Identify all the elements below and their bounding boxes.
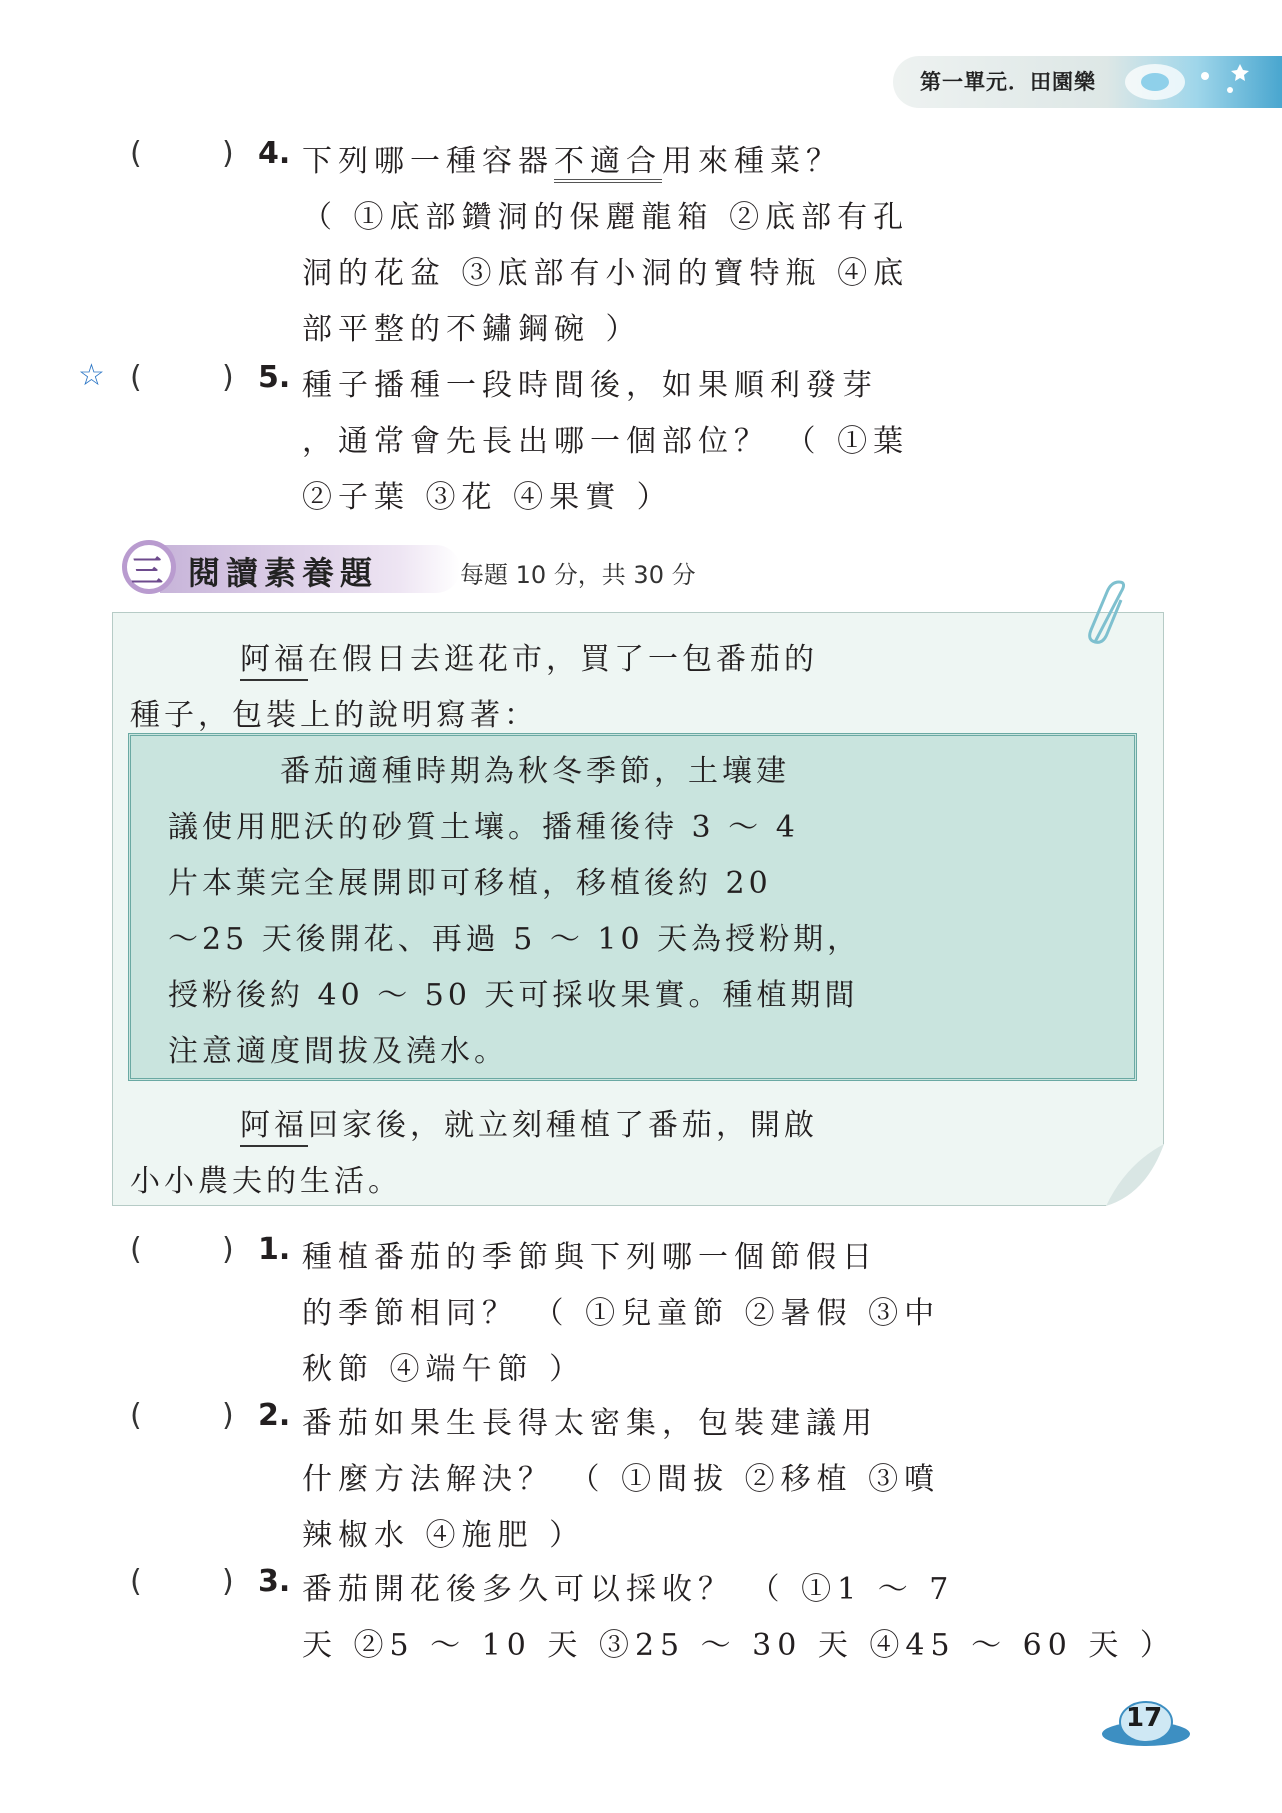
reading-outro-line-1	[240, 1100, 818, 1144]
reading-text: 在假日去逛花市，買了一包番茄的	[308, 642, 818, 677]
answer-blank-close: )	[222, 1232, 234, 1267]
page-curl-decoration	[1046, 1124, 1164, 1206]
question-4-line-1	[302, 136, 842, 180]
character-name: 阿福	[240, 642, 308, 681]
emphasis-text: 不適合	[554, 144, 662, 183]
star-icon: ☆	[78, 358, 105, 393]
question-5-line-2: ，通常會先長出哪一個部位？ （ ①葉	[302, 424, 910, 459]
reading-question-3-line-1: 番茄開花後多久可以採收？ （ ①1 ～ 7	[302, 1572, 955, 1607]
question-number: 4.	[258, 136, 291, 171]
reading-intro-line-2: 種子，包裝上的說明寫著：	[130, 698, 538, 733]
package-text-line-2: 議使用肥沃的砂質土壤。播種後待 3 ～ 4	[168, 810, 799, 845]
character-name: 阿福	[240, 1108, 308, 1147]
paperclip-icon	[1085, 580, 1135, 650]
section-score: 每題 10 分，共 30 分	[460, 561, 696, 589]
unit-title: 第一單元．田園樂	[920, 70, 1096, 94]
reading-question-1-line-2: 的季節相同？ （ ①兒童節 ②暑假 ③中	[302, 1296, 941, 1331]
question-text: 用來種菜？	[662, 144, 842, 179]
rocket-decoration-icon	[1110, 52, 1260, 112]
package-text-line-3: 片本葉完全展開即可移植，移植後約 20	[168, 866, 772, 901]
answer-blank-close: )	[222, 1398, 234, 1433]
section-title: 閱讀素養題	[188, 554, 379, 592]
reading-question-1-line-3: 秋節 ④端午節 ）	[302, 1352, 586, 1387]
reading-intro-line-1	[240, 634, 818, 678]
question-number: 2.	[258, 1398, 291, 1433]
question-number: 3.	[258, 1564, 291, 1599]
reading-question-1-line-1: 種植番茄的季節與下列哪一個節假日	[302, 1240, 878, 1275]
reading-question-2-line-2: 什麼方法解決？ （ ①間拔 ②移植 ③噴	[302, 1462, 941, 1497]
answer-blank-close: )	[222, 360, 234, 395]
question-4-line-4: 部平整的不鏽鋼碗 ）	[302, 312, 642, 347]
reading-question-2-line-3: 辣椒水 ④施肥 ）	[302, 1518, 586, 1553]
section-number: 三	[131, 552, 164, 590]
question-number: 5.	[258, 360, 291, 395]
reading-question-3-line-2: 天 ②5 ～ 10 天 ③25 ～ 30 天 ④45 ～ 60 天 ）	[302, 1628, 1176, 1663]
question-5-line-3: ②子葉 ③花 ④果實 ）	[302, 480, 673, 515]
answer-blank-open: (	[130, 360, 142, 395]
answer-blank-open: (	[130, 136, 142, 171]
package-text-line-6: 注意適度間拔及澆水。	[168, 1034, 508, 1069]
package-text-line-4: ～25 天後開花、再過 5 ～ 10 天為授粉期，	[168, 922, 862, 957]
package-text-line-1: 番茄適種時期為秋冬季節，土壤建	[280, 754, 790, 789]
reading-outro-line-2: 小小農夫的生活。	[130, 1164, 402, 1199]
question-4-line-2: （ ①底部鑽洞的保麗龍箱 ②底部有孔	[302, 200, 910, 235]
question-4-line-3: 洞的花盆 ③底部有小洞的寶特瓶 ④底	[302, 256, 910, 291]
answer-blank-open: (	[130, 1232, 142, 1267]
answer-blank-open: (	[130, 1564, 142, 1599]
answer-blank-close: )	[222, 136, 234, 171]
answer-blank-open: (	[130, 1398, 142, 1433]
package-text-line-5: 授粉後約 40 ～ 50 天可採收果實。種植期間	[168, 978, 859, 1013]
question-text: 下列哪一種容器	[302, 144, 554, 179]
page-number: 17	[1126, 1703, 1163, 1733]
answer-blank-close: )	[222, 1564, 234, 1599]
reading-text: 回家後，就立刻種植了番茄，開啟	[308, 1108, 818, 1143]
question-5-line-1: 種子播種一段時間後，如果順利發芽	[302, 368, 878, 403]
reading-question-2-line-1: 番茄如果生長得太密集，包裝建議用	[302, 1406, 878, 1441]
question-number: 1.	[258, 1232, 291, 1267]
